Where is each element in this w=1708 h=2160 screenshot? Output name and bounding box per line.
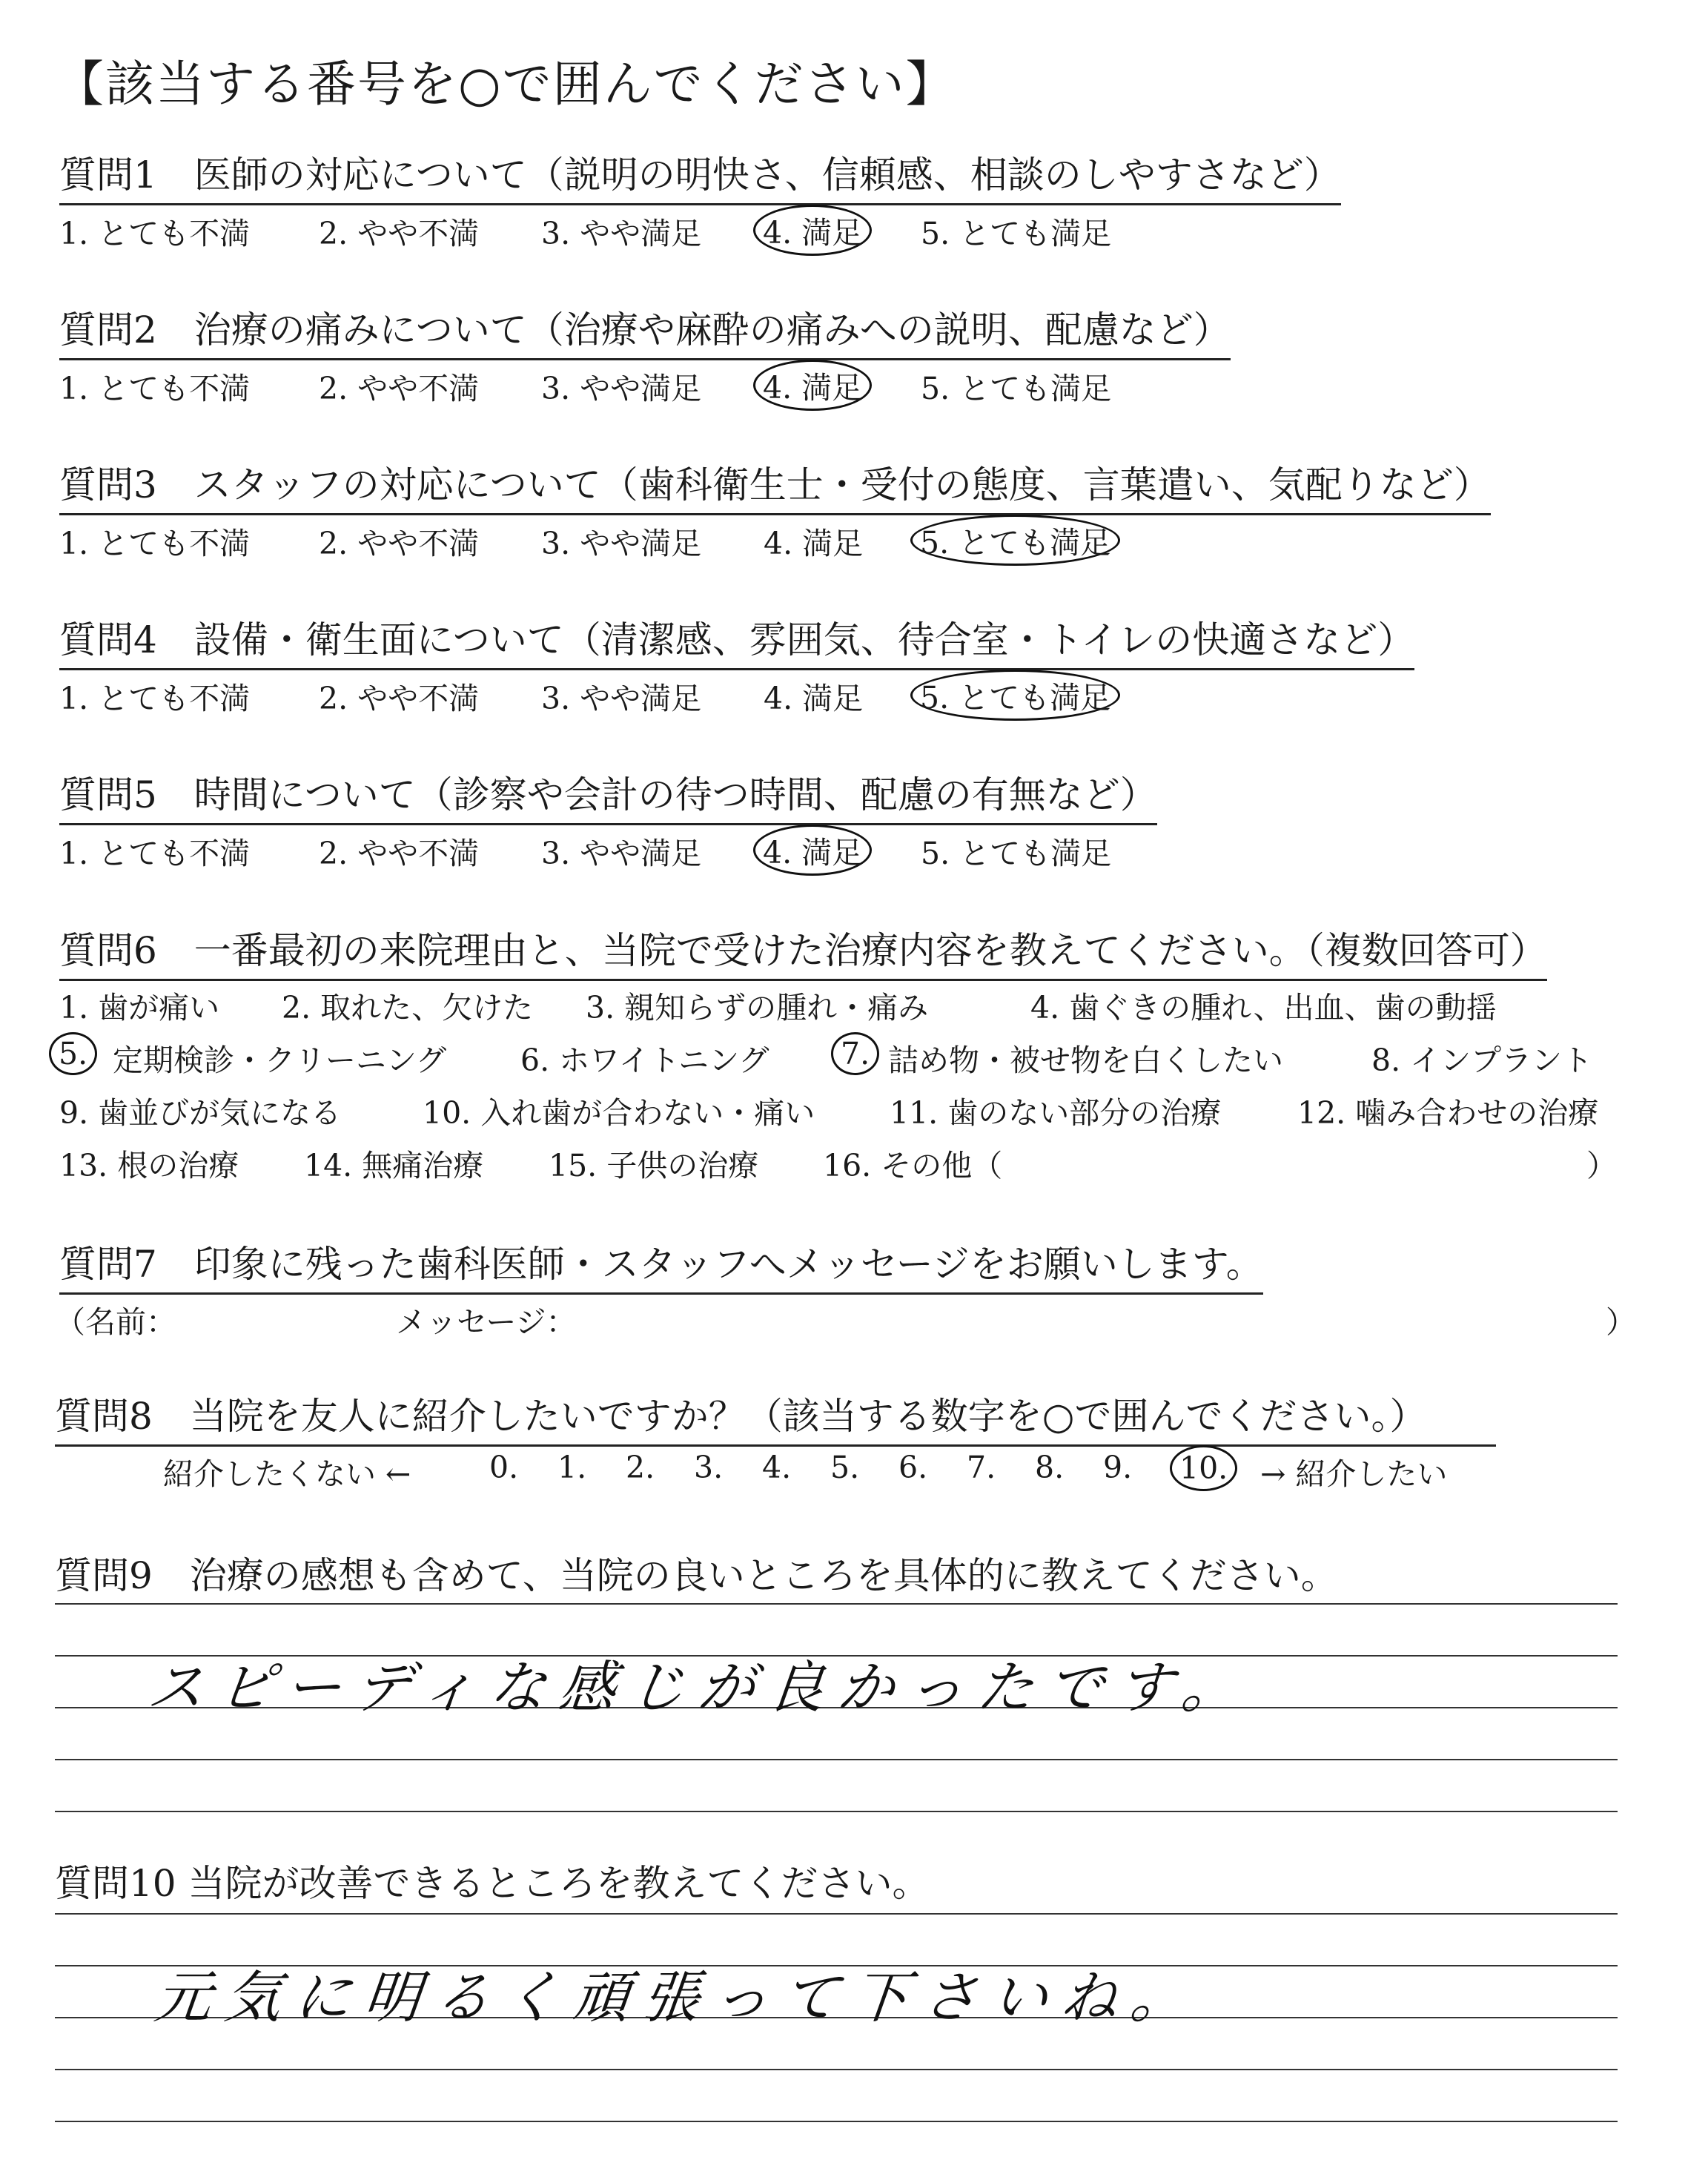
q4-option-1[interactable]: 1. とても不満 (59, 681, 251, 716)
q8-scale-9[interactable]: 9. (1103, 1450, 1133, 1485)
q8-scale-2[interactable]: 2. (626, 1450, 655, 1485)
q2-option-1[interactable]: 1. とても不満 (59, 371, 251, 406)
q9-answer-line-1 (55, 1603, 1618, 1605)
q1-option-4-selected[interactable]: 4. 満足 (764, 209, 861, 251)
q1-option-5[interactable]: 5. とても満足 (921, 216, 1112, 251)
q6-option-11[interactable]: 11. 歯のない部分の治療 (890, 1095, 1222, 1131)
q7-close-paren: ） (1606, 1304, 1636, 1340)
q10-answer-line-4 (55, 2069, 1618, 2070)
q7-name-label: （名前： (55, 1304, 176, 1340)
q1-option-3[interactable]: 3. やや満足 (541, 216, 702, 251)
q8-scale-5[interactable]: 5. (830, 1450, 860, 1485)
q3-option-4[interactable]: 4. 満足 (764, 526, 864, 561)
q2-option-4-selected[interactable]: 4. 満足 (764, 364, 861, 406)
question-4-title: 質問4 設備・衛生面について（清潔感、雰囲気、待合室・トイレの快適さなど） (59, 610, 1414, 670)
q3-option-2[interactable]: 2. やや不満 (319, 526, 480, 561)
q6-option-7-selected[interactable]: 7. (841, 1036, 869, 1071)
question-3-title: 質問3 スタッフの対応について（歯科衛生士・受付の態度、言葉遣い、気配りなど） (59, 455, 1491, 515)
q8-scale-6[interactable]: 6. (898, 1450, 928, 1485)
q5-option-1[interactable]: 1. とても不満 (59, 836, 251, 871)
q6-option-8[interactable]: 8. インプラント (1371, 1043, 1593, 1078)
q2-option-5[interactable]: 5. とても満足 (921, 371, 1112, 406)
q6-option-14[interactable]: 14. 無痛治療 (304, 1148, 484, 1183)
q8-scale-3[interactable]: 3. (694, 1450, 724, 1485)
q9-handwritten-answer: スピーディな感じが良かったです。 (144, 1654, 1255, 1720)
q4-option-4[interactable]: 4. 満足 (764, 681, 864, 716)
q6-option-2[interactable]: 2. 取れた、欠けた (282, 990, 534, 1025)
question-5-title: 質問5 時間について（診察や会計の待つ時間、配慮の有無など） (59, 765, 1157, 825)
q6-option-16[interactable]: 16. その他（ (823, 1148, 1003, 1183)
q6-option-1[interactable]: 1. 歯が痛い (59, 990, 220, 1025)
q9-answer-line-5 (55, 1811, 1618, 1812)
form-instruction: 【該当する番号を○で囲んでください】 (55, 56, 956, 113)
q8-scale-10-selected[interactable]: 10. (1180, 1450, 1227, 1487)
q1-option-1[interactable]: 1. とても不満 (59, 216, 251, 251)
q10-answer-line-1 (55, 1913, 1618, 1915)
q5-option-3[interactable]: 3. やや満足 (541, 836, 702, 871)
q7-message-label: メッセージ： (396, 1304, 577, 1340)
q3-option-3[interactable]: 3. やや満足 (541, 526, 702, 561)
q10-handwritten-answer: 元気に明るく頑張って下さいね。 (151, 1964, 1205, 2030)
q3-option-5-selected[interactable]: 5. とても満足 (921, 519, 1110, 561)
q8-scale-7[interactable]: 7. (967, 1450, 996, 1485)
q6-option-12[interactable]: 12. 噛み合わせの治療 (1297, 1095, 1599, 1131)
question-7-title: 質問7 印象に残った歯科医師・スタッフへメッセージをお願いします。 (59, 1235, 1263, 1295)
q6-option-10[interactable]: 10. 入れ歯が合わない・痛い (423, 1095, 815, 1131)
q6-option-7-label: 詰め物・被せ物を白くしたい (888, 1043, 1283, 1078)
q5-option-4-selected[interactable]: 4. 満足 (764, 829, 861, 871)
q6-option-15[interactable]: 15. 子供の治療 (549, 1148, 759, 1183)
question-2-title: 質問2 治療の痛みについて（治療や麻酔の痛みへの説明、配慮など） (59, 300, 1231, 360)
q6-option-5-label: 定期検診・クリーニング (113, 1043, 447, 1078)
q6-other-close-paren: ） (1586, 1148, 1617, 1183)
q2-option-2[interactable]: 2. やや不満 (319, 371, 480, 406)
question-1-title: 質問1 医師の対応について（説明の明快さ、信頼感、相談のしやすさなど） (59, 145, 1341, 205)
question-6-title: 質問6 一番最初の来院理由と、当院で受けた治療内容を教えてください。（複数回答可） (59, 921, 1547, 981)
q2-option-3[interactable]: 3. やや満足 (541, 371, 702, 406)
q5-option-2[interactable]: 2. やや不満 (319, 836, 480, 871)
q4-option-3[interactable]: 3. やや満足 (541, 681, 702, 716)
q5-option-5[interactable]: 5. とても満足 (921, 836, 1112, 871)
q4-option-5-selected[interactable]: 5. とても満足 (921, 674, 1110, 716)
q8-scale-1[interactable]: 1. (557, 1450, 587, 1485)
q6-option-5-selected[interactable]: 5. (59, 1036, 87, 1071)
question-9-title: 質問9 治療の感想も含めて、当院の良いところを具体的に教えてください。 (55, 1554, 1338, 1597)
question-10-title: 質問10 当院が改善できるところを教えてください。 (55, 1862, 930, 1905)
q9-answer-line-4 (55, 1759, 1618, 1760)
q8-scale-0[interactable]: 0. (489, 1450, 519, 1485)
q8-scale-4[interactable]: 4. (762, 1450, 792, 1485)
q3-option-1[interactable]: 1. とても不満 (59, 526, 251, 561)
q6-option-13[interactable]: 13. 根の治療 (59, 1148, 239, 1183)
q6-option-9[interactable]: 9. 歯並びが気になる (59, 1095, 342, 1131)
q1-option-2[interactable]: 2. やや不満 (319, 216, 480, 251)
q8-scale-8[interactable]: 8. (1035, 1450, 1065, 1485)
q4-option-2[interactable]: 2. やや不満 (319, 681, 480, 716)
q6-option-4[interactable]: 4. 歯ぐきの腫れ、出血、歯の動揺 (1030, 990, 1497, 1025)
q10-answer-line-5 (55, 2121, 1618, 2122)
q6-option-6[interactable]: 6. ホワイトニング (520, 1043, 769, 1078)
q8-left-label: 紹介したくない ← (163, 1456, 411, 1492)
q8-right-label: → 紹介したい (1260, 1456, 1448, 1492)
q6-option-3[interactable]: 3. 親知らずの腫れ・痛み (586, 990, 929, 1025)
question-8-title: 質問8 当院を友人に紹介したいですか？（該当する数字を○で囲んでください。） (55, 1387, 1496, 1447)
